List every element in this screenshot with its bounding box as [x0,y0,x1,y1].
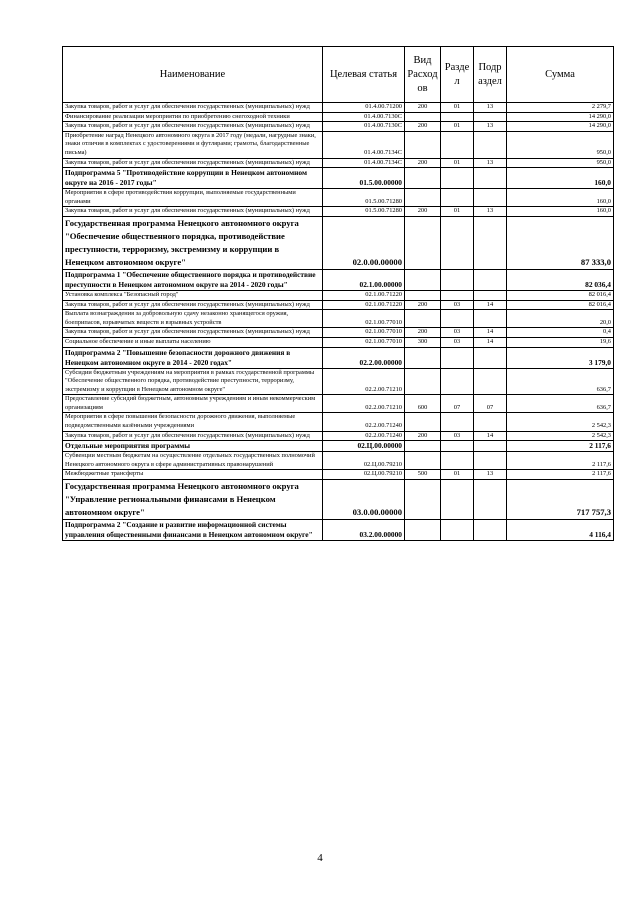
row-name-cell: Социальное обеспечение и иные выплаты населению [63,337,323,347]
row-podrazdel-cell [474,269,507,290]
row-vid-cell [405,368,441,395]
row-name-cell: Субвенции местным бюджетам на осуществление отдельных государственных полномочий Ненецкого автономного округа в сфере административных правонарушений [63,452,323,470]
row-podrazdel-cell [474,413,507,431]
table-row [63,168,614,189]
row-sum-cell: 2 117,6 [507,441,614,452]
row-podrazdel-cell: 13 [474,158,507,168]
table-row [63,413,614,431]
row-razdel-cell [441,310,474,328]
row-target-cell: 02.2.00.71210 [323,368,405,395]
row-name-cell: Подпрограмма 2 "Повышение безопасности дорожного движения в Ненецком автономном округе в 2014 - 2020 годах" [63,347,323,368]
row-razdel-cell [441,189,474,207]
row-name-cell: Закупка товаров, работ и услуг для обеспечения государственных (муниципальных) нужд [63,328,323,338]
row-sum-cell: 160,0 [507,189,614,207]
row-target-cell: 02.Ц.00.00000 [323,441,405,452]
row-target-cell: 01.5.00.71280 [323,189,405,207]
row-name-cell: Предоставление субсидий бюджетным, автономным учреждениям и иным некоммерческим организациям [63,395,323,413]
table-row [63,103,614,113]
row-razdel-cell [441,413,474,431]
row-sum-cell: 2 542,3 [507,413,614,431]
table-body [63,103,614,541]
row-target-cell: 02.2.00.00000 [323,347,405,368]
row-vid-cell: 200 [405,158,441,168]
row-podrazdel-cell [474,480,507,520]
table-row [63,395,614,413]
row-razdel-cell: 03 [441,337,474,347]
row-target-cell: 01.4.00.7134С [323,158,405,168]
row-sum-cell: 0,4 [507,328,614,338]
row-podrazdel-cell [474,290,507,300]
row-target-cell: 02.1.00.77010 [323,337,405,347]
row-sum-cell: 14 290,0 [507,112,614,122]
row-sum-cell: 2 279,7 [507,103,614,113]
page-number: 4 [317,852,323,864]
row-name-cell: Закупка товаров, работ и услуг для обеспечения государственных (муниципальных) нужд [63,300,323,310]
row-target-cell: 02.0.00.00000 [323,216,405,269]
row-target-cell: 01.4.00.7130С [323,122,405,132]
header-target: Целевая статья [323,47,405,103]
header-razdel: Разде л [441,47,474,103]
row-target-cell: 01.5.00.71280 [323,207,405,217]
row-vid-cell: 200 [405,207,441,217]
row-vid-cell: 200 [405,103,441,113]
row-vid-cell [405,131,441,158]
row-podrazdel-cell: 13 [474,103,507,113]
row-razdel-cell: 01 [441,207,474,217]
row-razdel-cell: 01 [441,470,474,480]
table-row [63,441,614,452]
row-name-cell: Закупка товаров, работ и услуг для обеспечения государственных (муниципальных) нужд [63,122,323,132]
row-target-cell: 02.1.00.77010 [323,310,405,328]
row-sum-cell: 87 333,0 [507,216,614,269]
row-vid-cell [405,413,441,431]
row-razdel-cell [441,216,474,269]
row-razdel-cell [441,368,474,395]
row-name-cell: Установка комплекса "Безопасный город" [63,290,323,300]
header-row [63,47,614,103]
row-razdel-cell [441,441,474,452]
row-target-cell: 02.2.00.71240 [323,431,405,441]
row-razdel-cell [441,480,474,520]
row-podrazdel-cell [474,368,507,395]
row-name-cell: Субсидии бюджетным учреждениям на мероприятия в рамках государственной программы "Обеспечение общественного порядка, противодействие преступности, терроризму, экстремизму и коррупции в Ненецком автономном округе" [63,368,323,395]
row-sum-cell: 2 542,3 [507,431,614,441]
row-vid-cell [405,310,441,328]
row-vid-cell [405,290,441,300]
row-razdel-cell [441,112,474,122]
budget-table [62,46,614,541]
row-podrazdel-cell: 14 [474,337,507,347]
row-vid-cell [405,168,441,189]
row-razdel-cell [441,452,474,470]
row-name-cell: Мероприятия в сфере противодействия коррупции, выполняемые государственными органами [63,189,323,207]
row-podrazdel-cell [474,520,507,541]
row-vid-cell [405,452,441,470]
table-row [63,310,614,328]
row-sum-cell: 950,0 [507,131,614,158]
row-podrazdel-cell: 13 [474,470,507,480]
row-razdel-cell [441,269,474,290]
row-razdel-cell: 03 [441,328,474,338]
row-target-cell: 02.2.00.71210 [323,395,405,413]
row-target-cell: 01.4.00.7134С [323,131,405,158]
table-row [63,122,614,132]
row-sum-cell: 160,0 [507,207,614,217]
row-sum-cell: 82 036,4 [507,269,614,290]
table-row [63,452,614,470]
row-name-cell: Подпрограмма 2 "Создание и развитие информационной системы управления общественными финансами в Ненецком автономном округе" [63,520,323,541]
row-name-cell: Закупка товаров, работ и услуг для обеспечения государственных (муниципальных) нужд [63,431,323,441]
row-name-cell: Подпрограмма 5 "Противодействие коррупции в Ненецком автономном округе на 2016 - 2017 годы" [63,168,323,189]
table-row [63,480,614,520]
row-razdel-cell: 01 [441,103,474,113]
row-podrazdel-cell: 07 [474,395,507,413]
row-sum-cell: 14 290,0 [507,122,614,132]
row-razdel-cell: 01 [441,158,474,168]
row-sum-cell: 19,6 [507,337,614,347]
row-razdel-cell: 07 [441,395,474,413]
row-sum-cell: 717 757,3 [507,480,614,520]
row-podrazdel-cell [474,189,507,207]
table-row [63,520,614,541]
row-vid-cell: 300 [405,337,441,347]
row-vid-cell: 200 [405,431,441,441]
row-podrazdel-cell: 13 [474,207,507,217]
table-row [63,189,614,207]
row-vid-cell [405,189,441,207]
table-row [63,347,614,368]
row-vid-cell: 500 [405,470,441,480]
row-razdel-cell [441,290,474,300]
table-row [63,300,614,310]
row-razdel-cell: 03 [441,300,474,310]
row-sum-cell: 2 117,6 [507,470,614,480]
row-name-cell: Государственная программа Ненецкого автономного округа "Обеспечение общественного порядка, противодействие преступности, терроризму, экстремизму и коррупции в Ненецком автономном округе" [63,216,323,269]
row-podrazdel-cell [474,168,507,189]
row-name-cell: Выплата вознаграждения за добровольную сдачу незаконно хранящегося оружия, боеприпасов, взрывчатых веществ и взрывных устройств [63,310,323,328]
row-podrazdel-cell: 13 [474,122,507,132]
row-podrazdel-cell [474,131,507,158]
row-name-cell: Мероприятия в сфере повышения безопасности дорожного движения, выполняемые подведомственными казёнными учреждениями [63,413,323,431]
row-vid-cell [405,269,441,290]
row-podrazdel-cell [474,216,507,269]
table-row [63,269,614,290]
table-row [63,112,614,122]
row-podrazdel-cell [474,310,507,328]
row-podrazdel-cell: 14 [474,328,507,338]
row-podrazdel-cell: 14 [474,431,507,441]
row-target-cell: 02.Ц.00.79210 [323,452,405,470]
row-target-cell: 02.1.00.71220 [323,300,405,310]
row-podrazdel-cell [474,441,507,452]
row-vid-cell [405,112,441,122]
table-row [63,216,614,269]
row-razdel-cell [441,347,474,368]
row-name-cell: Финансирование реализации мероприятия по приобретению снегоходной техники [63,112,323,122]
row-name-cell: Государственная программа Ненецкого автономного округа "Управление региональными финансами в Ненецком автономном округе" [63,480,323,520]
row-razdel-cell: 01 [441,122,474,132]
row-target-cell: 02.1.00.77010 [323,328,405,338]
row-razdel-cell [441,520,474,541]
row-name-cell: Приобретение наград Ненецкого автономного округа в 2017 году (медали, нагрудные знаки, знаки отличия в комплектах с удостоверениями и футлярами; грамоты, благодарственные письма) [63,131,323,158]
row-target-cell: 02.2.00.71240 [323,413,405,431]
row-podrazdel-cell [474,112,507,122]
row-sum-cell: 160,0 [507,168,614,189]
row-podrazdel-cell: 14 [474,300,507,310]
row-sum-cell: 636,7 [507,395,614,413]
row-sum-cell: 82 016,4 [507,300,614,310]
row-razdel-cell [441,168,474,189]
row-vid-cell: 200 [405,328,441,338]
row-razdel-cell [441,131,474,158]
table-row [63,328,614,338]
row-sum-cell: 20,0 [507,310,614,328]
row-vid-cell: 200 [405,122,441,132]
header-summa: Сумма [507,47,614,103]
row-name-cell: Закупка товаров, работ и услуг для обеспечения государственных (муниципальных) нужд [63,158,323,168]
table-row [63,158,614,168]
header-vid: Вид Расход ов [405,47,441,103]
row-name-cell: Закупка товаров, работ и услуг для обеспечения государственных (муниципальных) нужд [63,103,323,113]
table-row [63,131,614,158]
row-razdel-cell: 03 [441,431,474,441]
row-sum-cell: 950,0 [507,158,614,168]
row-target-cell: 03.2.00.00000 [323,520,405,541]
row-target-cell: 01.5.00.00000 [323,168,405,189]
table-row [63,207,614,217]
row-podrazdel-cell [474,452,507,470]
table-row [63,470,614,480]
row-target-cell: 02.1.00.71220 [323,290,405,300]
row-name-cell: Межбюджетные трансферты [63,470,323,480]
row-sum-cell: 3 179,0 [507,347,614,368]
row-target-cell: 02.1.00.00000 [323,269,405,290]
row-vid-cell [405,480,441,520]
row-podrazdel-cell [474,347,507,368]
row-vid-cell [405,520,441,541]
row-sum-cell: 82 016,4 [507,290,614,300]
row-target-cell: 03.0.00.00000 [323,480,405,520]
table-row [63,337,614,347]
row-target-cell: 01.4.00.7130С [323,112,405,122]
row-vid-cell [405,216,441,269]
row-name-cell: Закупка товаров, работ и услуг для обеспечения государственных (муниципальных) нужд [63,207,323,217]
row-vid-cell [405,441,441,452]
row-vid-cell: 200 [405,300,441,310]
table-row [63,431,614,441]
row-vid-cell [405,347,441,368]
row-target-cell: 02.Ц.00.79210 [323,470,405,480]
header-name: Наименование [63,47,323,103]
table-row [63,368,614,395]
row-sum-cell: 636,7 [507,368,614,395]
header-podrazdel: Подр аздел [474,47,507,103]
row-name-cell: Подпрограмма 1 "Обеспечение общественного порядка и противодействие преступности в Ненецком автономном округе на 2014 - 2020 годы" [63,269,323,290]
row-vid-cell: 600 [405,395,441,413]
row-name-cell: Отдельные мероприятия программы [63,441,323,452]
row-sum-cell: 2 117,6 [507,452,614,470]
row-target-cell: 01.4.00.71200 [323,103,405,113]
table-row [63,290,614,300]
row-sum-cell: 4 116,4 [507,520,614,541]
